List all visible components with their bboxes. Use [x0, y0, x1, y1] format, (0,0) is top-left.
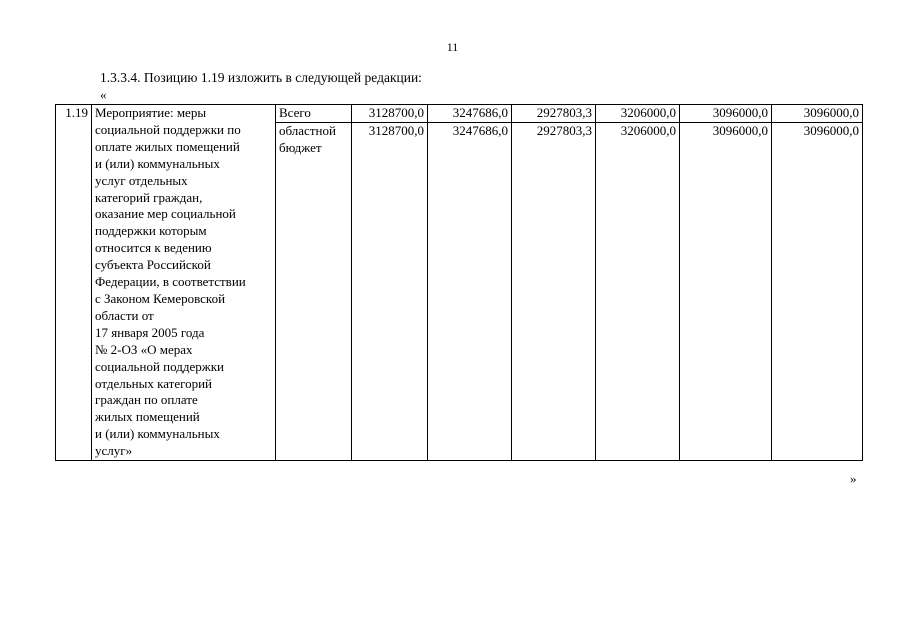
description-line: относится к ведению — [95, 240, 212, 256]
description-line: и (или) коммунальных — [95, 155, 220, 171]
row-number-cell: 1.19 — [56, 105, 92, 461]
description-line: отдельных категорий — [95, 375, 213, 391]
description-line: категорий граждан, — [95, 189, 203, 205]
description-line: жилых помещений — [95, 409, 200, 425]
amendment-instruction: 1.3.3.4. Позицию 1.19 изложить в следующей редакции: — [100, 70, 422, 85]
value-cell: 3096000,0 — [772, 105, 863, 123]
description-line: Мероприятие: меры — [95, 105, 207, 120]
funding-source-cell: областной бюджет — [276, 123, 352, 461]
value-cell: 3128700,0 — [352, 123, 428, 461]
value-cell: 3096000,0 — [680, 123, 772, 461]
page-number: 11 — [446, 40, 459, 54]
value-cell: 3128700,0 — [352, 105, 428, 123]
value-cell: 3247686,0 — [428, 123, 512, 461]
amendment-table — [55, 104, 863, 461]
measure-description-text — [95, 105, 272, 460]
value-cell: 2927803,3 — [512, 105, 596, 123]
description-line: области от — [95, 307, 154, 323]
open-quote-mark: « — [100, 87, 107, 102]
description-line: социальной поддержки по — [95, 121, 241, 137]
description-line: оказание мер социальной — [95, 206, 236, 222]
description-line: услуг отдельных — [95, 172, 188, 188]
value-cell: 3206000,0 — [596, 123, 680, 461]
description-line: с Законом Кемеровской — [95, 290, 226, 306]
description-line: граждан по оплате — [95, 392, 198, 408]
description-line: поддержки которым — [95, 223, 207, 239]
description-line: социальной поддержки — [95, 358, 224, 374]
description-line: субъекта Российской — [95, 257, 211, 273]
measure-description-cell — [92, 105, 276, 461]
value-cell: 3247686,0 — [428, 105, 512, 123]
value-cell: 2927803,3 — [512, 123, 596, 461]
value-cell: 3096000,0 — [680, 105, 772, 123]
description-line: услуг» — [95, 443, 133, 459]
description-line: № 2-ОЗ «О мерах — [95, 341, 193, 357]
description-line: 17 января 2005 года — [95, 324, 205, 340]
description-line: и (или) коммунальных — [95, 426, 220, 442]
table-row-total — [56, 105, 863, 123]
description-line: оплате жилых помещений — [95, 138, 240, 154]
funding-source-cell: Всего — [276, 105, 352, 123]
value-cell: 3206000,0 — [596, 105, 680, 123]
close-quote-mark: » — [850, 471, 857, 486]
description-line: Федерации, в соответствии — [95, 274, 246, 290]
value-cell: 3096000,0 — [772, 123, 863, 461]
